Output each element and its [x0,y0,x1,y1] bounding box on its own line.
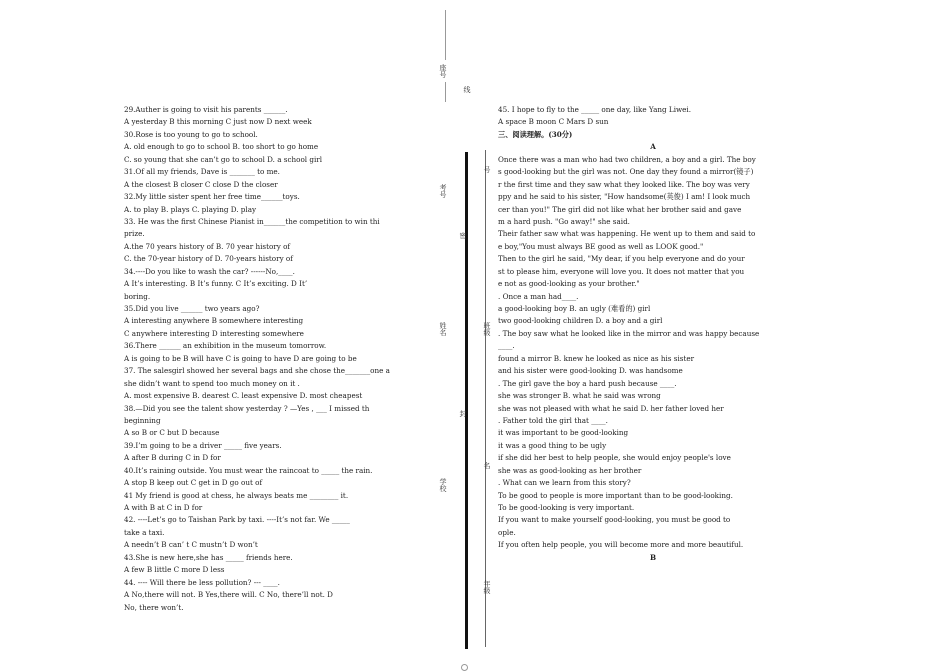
question-38: 38.—Did you see the talent show yesterday ? —Yes , ___ I missed th [124,403,370,413]
options-32: A. to play B. plays C. playing D. play [124,204,257,214]
reading-q1-options: two good-looking children D. a boy and a girl [498,316,663,326]
reading-q1-options: a good-looking boy B. an ugly (难看的) girl [498,304,651,313]
question-42-cont: take a taxi. [124,527,165,537]
question-45: 45. I hope to fly to the _____ one day, like Yang Liwei. [498,105,691,114]
reading-q5: . What can we learn from this story? [498,478,631,488]
options-35a: A interesting anywhere B somewhere interesting [124,316,304,326]
question-34: 34.----Do you like to wash the car? ------No,____. [124,266,295,276]
reading-q4-option: it was important to be good-looking [498,428,629,438]
options-43: A few B little C more D less [124,565,225,575]
reading-q2-options: found a mirror B. knew he looked as nice as his sister [498,353,695,363]
page-marker [461,664,468,671]
options-29: A yesterday B this morning C just now D next week [124,117,312,127]
options-38: A so B or C but D because [124,428,220,438]
reading-q3-options: she was not pleased with what he said D. her father loved her [498,403,724,413]
reading-q5-option: To be good-looking is very important. [498,503,635,512]
passage-line: ppy and he said to his sister, "How handsome(英俊) I am! I look much [498,192,751,202]
passage-line: Once there was a man who had two children, a boy and a girl. The boy [498,154,756,164]
binding-thick-rule [465,152,468,649]
secret-char: 密 [459,232,467,239]
question-32: 32.My little sister spent her free time______toys. [124,192,300,202]
question-35: 35.Did you live ______ two years ago? [124,304,260,313]
school-label: 学校 [439,478,447,492]
reading-q5-option: To be good to people is more important than to be good-looking. [498,490,733,500]
passage-line: s good-looking but the girl was not. One day they found a mirror(镜子) [498,167,754,177]
options-30a: A. old enough to go to school B. too short to go home [124,142,319,152]
options-31: A the closest B closer C close D the closer [124,179,278,189]
question-37: 37. The salesgirl showed her several bags and she chose the_______one a [124,366,390,376]
passage-line: r the first time and they saw what they looked like. The boy was very [498,179,750,189]
seat-number-line-lower [445,82,446,102]
passage-line: e not as good-looking as your brother." [498,279,640,289]
options-33b: C. the 70-year history of D. 70-years history of [124,254,293,264]
options-37: A. most expensive B. dearest C. least expensive D. most cheapest [124,391,363,401]
reading-q2: . The boy saw what he looked like in the mirror and was happy because [498,328,760,338]
question-31: 31.Of all my friends, Dave is _______ to me. [124,167,280,177]
passage-line: e boy,"You must always BE good as well as LOOK good." [498,241,704,251]
question-43: 43.She is new here,she has _____ friends here. [124,552,293,562]
grade-label: 年级 [483,580,491,594]
options-41: A with B at C in D for [124,503,203,512]
class-label: 班级 [483,322,491,336]
options-45: A space B moon C Mars D sun [498,117,609,127]
reading-q4-option: she was as good-looking as her brother [498,465,642,475]
question-33: 33. He was the first Chinese Pianist in______the competition to win thi [124,216,380,226]
passage-a-label: A [650,142,656,152]
reading-q5-option: If you want to make yourself good-looking, you must be good to [498,515,731,525]
passage-line: st to please him, everyone will love you. It does not matter that you [498,266,745,276]
options-40: A stop B keep out C get in D go out of [124,478,263,488]
options-44: A No,there will not. B Yes,there will. C No, there’ll not. D [124,590,333,600]
passage-line: Then to the girl he said, "My dear, if you help everyone and do your [498,254,745,264]
question-33-cont: prize. [124,229,145,239]
reading-q3: . The girl gave the boy a hard push because ____. [498,378,677,388]
reading-q2-cont: ____. [498,341,515,351]
right-column [498,104,808,564]
passage-b-label: B [649,552,657,562]
options-34: A It’s interesting. B It’s funny. C It’s exciting. D It’ [124,279,308,289]
question-42: 42. ----Let’s go to Taishan Park by taxi. ----It’s not far. We _____ [124,515,350,525]
passage-line: cer than you!" The girl did not like what her brother said and gave [498,204,742,214]
seat-number-label: 座号 [439,64,447,78]
options-36: A is going to be B will have C is going to have D are going to be [124,353,357,363]
options-34-cont: boring. [124,291,151,301]
reading-q4-option: if she did her best to help people, she would enjoy people's love [498,453,731,463]
options-39: A after B during C in D for [124,453,221,463]
exam-number-label: 考号 [439,184,447,198]
name-box-label: 名 [483,462,491,469]
seat-number-line [445,10,446,60]
question-30: 30.Rose is too young to go to school. [124,129,258,139]
question-36: 36.There ______ an exhibition in the museum tomorrow. [124,341,327,351]
options-44-cont: No, there won’t. [124,602,184,612]
passage-line: m a hard push. "Go away!" she said. [498,216,630,226]
question-41: 41 My friend is good at chess, he always beats me ________ it. [124,490,349,500]
reading-q3-options: she was stronger B. what he said was wrong [498,391,661,401]
question-40: 40.It’s raining outside. You must wear the raincoat to _____ the rain. [124,465,373,475]
options-33a: A.the 70 years history of B. 70 year history of [124,241,291,251]
reading-q5-option-cont: ople. [498,527,516,537]
reading-q2-options: and his sister were good-looking D. was handsome [498,366,683,376]
seal-char: 封 [459,410,467,417]
binding-thin-rule [485,150,486,647]
options-42: A needn’t B can’ t C mustn’t D won’t [124,540,258,550]
reading-q5-option: If you often help people, you will become more and more beautiful. [498,540,744,550]
question-38-cont: beginning [124,415,161,425]
seal-line-char: 线 [463,86,471,93]
options-30b: C. so young that she can’t go to school D. a school girl [124,154,323,164]
left-column [124,104,434,614]
name-label: 姓名 [439,322,447,336]
reading-q1: . Once a man had____. [498,291,579,301]
reading-q4-option: it was a good thing to be ugly [498,440,607,450]
exam-number-box-label: 号 [483,166,491,173]
passage-line: Their father saw what was happening. He went up to them and said to [498,229,756,239]
section-heading: 三、阅读理解。(30分) [498,129,573,139]
question-39: 39.I’m going to be a driver _____ five years. [124,440,282,450]
question-29: 29.Auther is going to visit his parents ______. [124,105,288,114]
question-44: 44. ---- Will there be less pollution? --- ____. [124,577,280,587]
reading-q4: . Father told the girl that ____. [498,415,608,425]
options-35b: C anywhere interesting D interesting somewhere [124,328,304,338]
question-37-cont: she didn’t want to spend too much money on it . [124,378,300,388]
